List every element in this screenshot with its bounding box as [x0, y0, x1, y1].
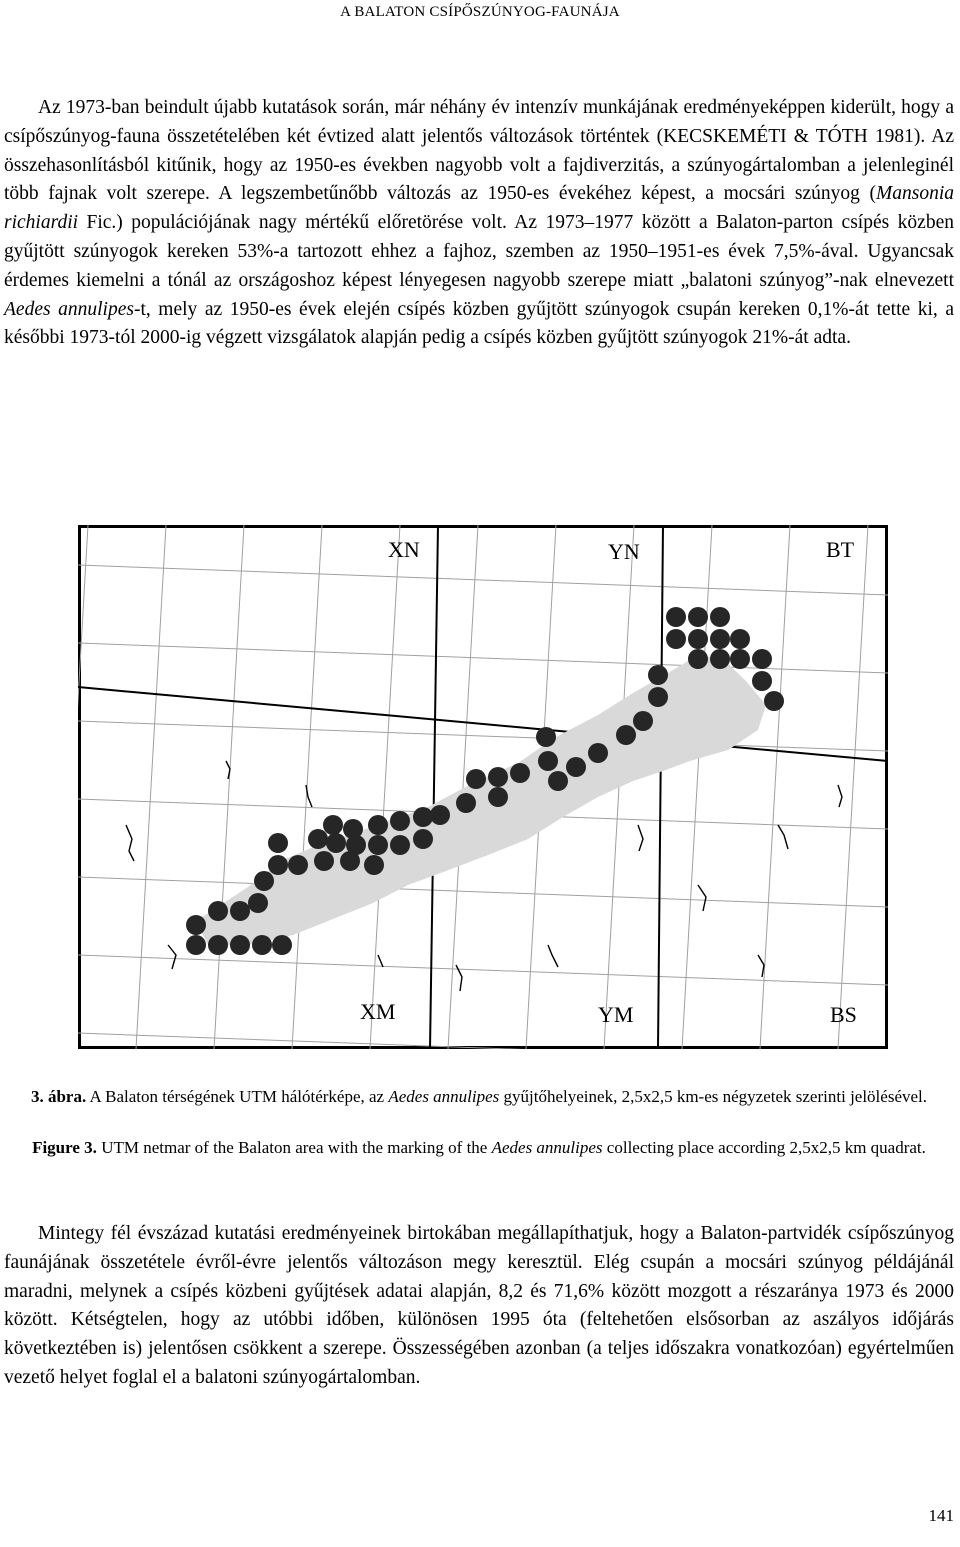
- collecting-site-dot: [308, 829, 328, 849]
- figure-caption-en: [4, 1137, 954, 1159]
- collecting-site-dot: [186, 935, 206, 955]
- collecting-site-dot: [666, 629, 686, 649]
- page-number: 141: [928, 1506, 954, 1525]
- caption-en-text-a: UTM netmar of the Balaton area with the marking of the: [96, 1138, 492, 1157]
- zone-label-yn: YN: [608, 539, 640, 564]
- running-header: A BALATON CSÍPŐSZÚNYOG-FAUNÁJA: [340, 4, 620, 20]
- collecting-site-dot: [314, 851, 334, 871]
- figure-caption-hu: [4, 1086, 954, 1108]
- collecting-site-dot: [268, 855, 288, 875]
- collecting-site-dot: [430, 805, 450, 825]
- collecting-site-dot: [666, 607, 686, 627]
- collecting-site-dot: [764, 691, 784, 711]
- collecting-site-dot: [488, 767, 508, 787]
- collecting-site-dot: [466, 769, 486, 789]
- paragraph-1-text-c: -t, mely az 1950-es évek elején csípés közben gyűjtött szúnyogok csupán kereken 0,1%-át tette ki, a későbbi 1973-tól 2000-ig végzett vizsgálatok alapján pedig a csípés közben gyűjtött szúnyogok 21%-át adta.: [4, 298, 954, 349]
- collecting-site-dot: [230, 935, 250, 955]
- collecting-site-dot: [730, 649, 750, 669]
- collecting-site-dot: [186, 915, 206, 935]
- species-aedes: Aedes annulipes: [4, 298, 134, 320]
- collecting-site-dot: [538, 751, 558, 771]
- collecting-site-dot: [272, 935, 292, 955]
- collecting-site-dot: [536, 727, 556, 747]
- collecting-site-dot: [413, 829, 433, 849]
- collecting-site-dot: [413, 807, 433, 827]
- collecting-site-dot: [688, 629, 708, 649]
- collecting-site-dot: [288, 855, 308, 875]
- collecting-site-dot: [752, 649, 772, 669]
- caption-hu-species: Aedes annulipes: [388, 1087, 500, 1106]
- collecting-site-dot: [688, 607, 708, 627]
- zone-label-xn: XN: [388, 537, 420, 562]
- collecting-site-dot: [648, 687, 668, 707]
- collecting-site-dot: [633, 711, 653, 731]
- collecting-site-dot: [208, 935, 228, 955]
- species-mansonia: Mansonia richiardii: [4, 183, 954, 234]
- collecting-site-dot: [340, 851, 360, 871]
- paragraph-1-text-a: Az 1973-ban beindult újabb kutatások során, már néhány év intenzív munkájának eredményeképpen kiderült, hogy a csípőszúnyog-fauna összetételében két évtized alatt jelentős változások történtek (KECSKEMÉTI & TÓTH 1981). Az összehasonlításból kitűnik, hogy az 1950-es években nagyobb volt a fajdiverzitás, a szúnyogártalomban a jelenleginél több fajnak volt szerepe. A legszembetűnőbb változás az 1950-es évekéhez képest, a mocsári szúnyog (: [4, 97, 954, 205]
- collecting-site-dot: [752, 671, 772, 691]
- collecting-site-dot: [208, 901, 228, 921]
- collecting-site-dot: [252, 935, 272, 955]
- utm-grid-map: [78, 525, 888, 1049]
- caption-en-label: Figure 3.: [32, 1138, 97, 1157]
- collecting-site-dot: [390, 835, 410, 855]
- collecting-site-dot: [230, 901, 250, 921]
- collecting-site-dot: [364, 855, 384, 875]
- collecting-site-dot: [368, 815, 388, 835]
- caption-en-text-b: collecting place according 2,5x2,5 km quadrat.: [602, 1138, 926, 1157]
- collecting-site-dot: [326, 833, 346, 853]
- collecting-site-dot: [588, 743, 608, 763]
- collecting-site-dot: [566, 757, 586, 777]
- collecting-site-dot: [323, 815, 343, 835]
- collecting-site-dot: [710, 607, 730, 627]
- zone-label-ym: YM: [598, 1002, 634, 1027]
- collecting-site-dot: [688, 649, 708, 669]
- zone-label-bt: BT: [826, 537, 855, 562]
- collecting-site-dot: [730, 629, 750, 649]
- caption-hu-text-b: gyűjtőhelyeinek, 2,5x2,5 km-es négyzetek szerinti jelölésével.: [499, 1087, 928, 1106]
- collecting-site-dot: [548, 771, 568, 791]
- paragraph-1-text-b: Fic.) populációjának nagy mértékű előretörése volt. Az 1973–1977 között a Balaton-parton csípés közben gyűjtött szúnyogok kereken 53%-a tartozott ehhez a fajhoz, szemben az 1950–1951-es évek 7,5%-ával. Ugyancsak érdemes kiemelni a tónál az országoshoz képest lényegesen nagyobb szerepe miatt „balatoni szúnyog”-nak elnevezett: [4, 212, 954, 291]
- caption-hu-label: 3. ábra.: [30, 1087, 87, 1106]
- zone-label-xm: XM: [360, 999, 396, 1024]
- collecting-site-dot: [456, 793, 476, 813]
- collecting-site-dot: [710, 649, 730, 669]
- collecting-site-dot: [616, 725, 636, 745]
- collecting-site-dot: [254, 871, 274, 891]
- caption-en-species: Aedes annulipes: [491, 1138, 603, 1157]
- collecting-site-dot: [248, 893, 268, 913]
- collecting-site-dot: [710, 629, 730, 649]
- collecting-site-dot: [510, 763, 530, 783]
- collecting-site-dot: [390, 811, 410, 831]
- collecting-site-dot: [368, 835, 388, 855]
- zone-label-bs: BS: [830, 1002, 857, 1027]
- paragraph-1: [4, 94, 954, 353]
- caption-hu-text-a: A Balaton térségének UTM hálótérképe, az: [86, 1087, 389, 1106]
- paragraph-2: Mintegy fél évszázad kutatási eredményeinek birtokában megállapíthatjuk, hogy a Balaton-partvidék csípőszúnyog faunájának összetétele évről-évre jelentős változáson megy keresztül. Elég csupán a mocsári szúnyog példájánál maradni, melynek a csípés közbeni gyűjtések adatai alapján, 8,2 és 71,6% között mozgott a részaránya 1973 és 2000 között. Kétségtelen, hogy az utóbbi időben, különösen 1995 óta (feltehetően elsősorban az aszályos időjárás következtében is) jelentősen csökkent a szerepe. Összességében azonban (a teljes időszakra vonatkozóan) egyértelműen vezető helyet foglal el a balatoni szúnyogártalomban.: [4, 1223, 954, 1388]
- collecting-site-dot: [648, 665, 668, 685]
- collecting-site-dot: [268, 833, 288, 853]
- collecting-site-dot: [488, 787, 508, 807]
